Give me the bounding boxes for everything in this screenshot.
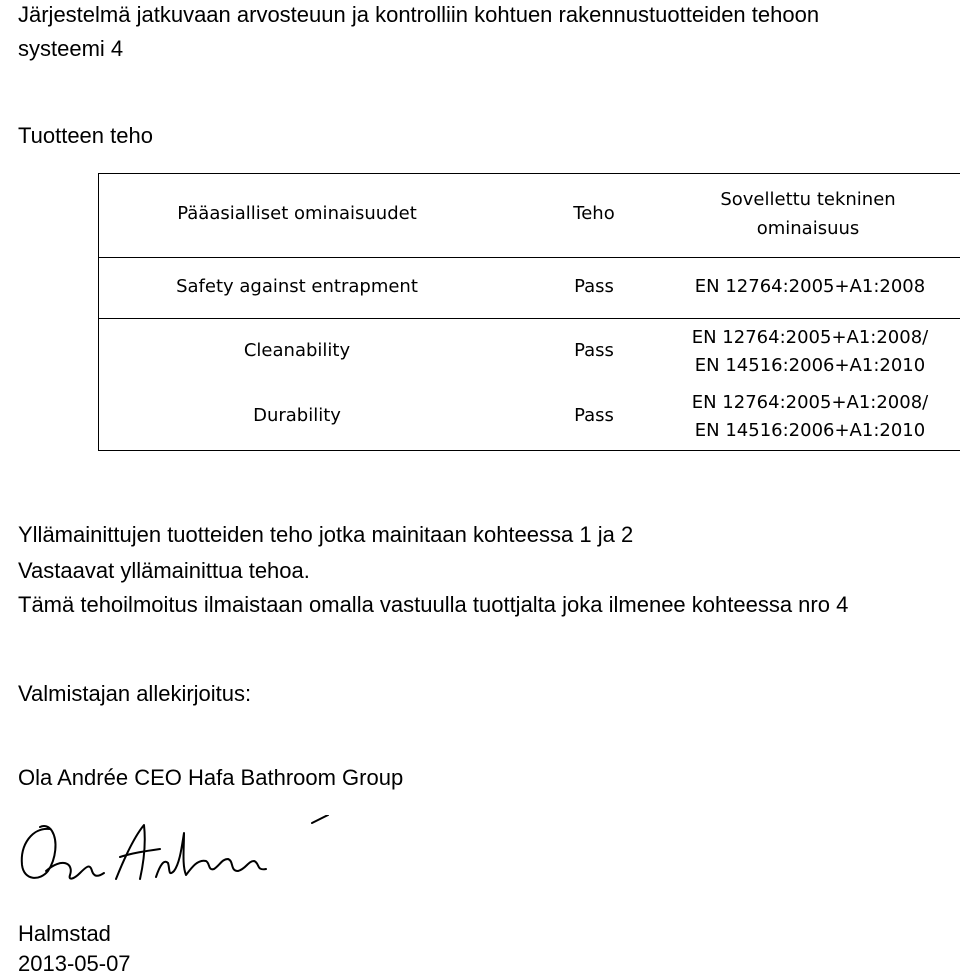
header-spec-line1: Sovellettu tekninen — [720, 189, 896, 210]
paragraph-line-2: Vastaavat yllämainittua tehoa. — [18, 558, 310, 583]
table-row-2-spec-line1: EN 12764:2005+A1:2008/ — [691, 327, 929, 348]
table-rule-header — [98, 257, 960, 258]
header-spec-line2: ominaisuus — [756, 218, 860, 239]
paragraph-line-3: Tämä tehoilmoitus ilmaistaan omalla vastuulla tuottjalta joka ilmenee kohteessa nro 4 — [18, 592, 849, 617]
section-title: Tuotteen teho — [18, 123, 153, 148]
signer-name: Ola Andrée CEO Hafa Bathroom Group — [18, 765, 404, 790]
date: 2013-05-07 — [18, 951, 131, 976]
table-row-1-performance: Pass — [574, 276, 614, 297]
paragraph-line-1: Yllämainittujen tuotteiden teho jotka mainitaan kohteessa 1 ja 2 — [18, 522, 634, 547]
table-row-2-spec-line2: EN 14516:2006+A1:2010 — [694, 355, 926, 376]
document-title: Järjestelmä jatkuvaan arvosteuun ja kontrolliin kohtuen rakennustuotteiden tehoon — [18, 2, 820, 27]
table-row-2-characteristic: Cleanability — [243, 340, 351, 361]
place: Halmstad — [18, 921, 111, 946]
handwritten-signature — [16, 815, 336, 895]
header-performance: Teho — [573, 203, 615, 224]
table-rule-top — [98, 173, 960, 174]
table-row-1-spec: EN 12764:2005+A1:2008 — [694, 276, 926, 297]
document-subtitle: systeemi 4 — [18, 36, 124, 61]
table-row-3-spec-line1: EN 12764:2005+A1:2008/ — [691, 392, 929, 413]
table-row-3-characteristic: Durability — [253, 405, 341, 426]
table-row-3-spec-line2: EN 14516:2006+A1:2010 — [694, 420, 926, 441]
table-rule-bottom — [98, 450, 960, 451]
performance-table — [98, 173, 960, 451]
header-characteristic: Pääasialliset ominaisuudet — [177, 203, 417, 224]
table-rule-row1 — [98, 318, 960, 319]
table-row-2-performance: Pass — [574, 340, 614, 361]
signature-label: Valmistajan allekirjoitus: — [18, 681, 252, 706]
table-row-3-performance: Pass — [574, 405, 614, 426]
table-row-1-characteristic: Safety against entrapment — [176, 276, 418, 297]
